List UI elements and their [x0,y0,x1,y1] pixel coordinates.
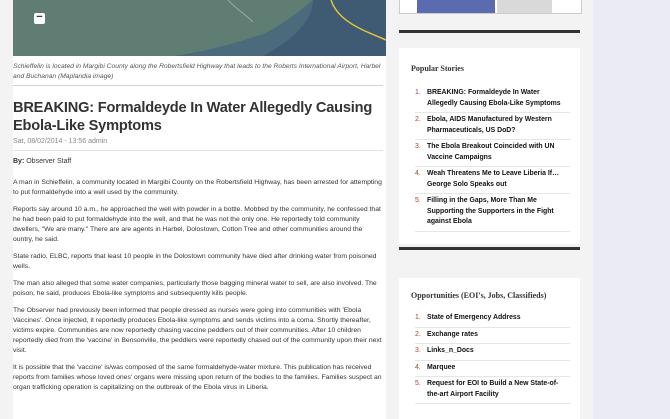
article-paragraph: State radio, ELBC, reports that least 10 people in the Dolostown community have died after drinking water from poisoned wells. [13,253,377,270]
opportunity-title[interactable]: Request for EOI to Build a New State-of-the-art Airport Facility [427,380,559,398]
opportunity-link[interactable] [415,311,570,328]
zoom-out-button[interactable]: − [34,13,45,24]
map-image[interactable] [13,0,386,56]
article-column [13,0,386,419]
list-number: 3. [415,347,421,354]
opportunity-title[interactable]: Links_n_Docs [427,347,474,354]
page-background [593,0,670,419]
article-title: BREAKING: Formaldeyde In Water Allegedly Causing Ebola-Like Symptoms [13,100,373,134]
popular-story-link[interactable] [415,86,570,113]
caption-divider [13,85,383,86]
sidebar-rule [399,30,580,33]
article-paragraph: Reports say around 10 a.m., he approached the well with powder in a bottle. Mobbed by the community, he confessed that he had been paid to put formaldehyde into the well, and that he was not the only one. He reportedly told community dwellers, "We are many." There are are agents in Harbel, Dolostown, Cotton Tree and other communities around the ountry, he said. [13,206,381,243]
article-body [13,178,383,400]
story-title[interactable]: Ebola, AIDS Manufactured by Western Pharmaceuticals, US DoD? [427,116,552,134]
story-title[interactable]: BREAKING: Formaldeyde In Water Allegedly Causing Ebola-Like Symptoms [427,89,561,107]
sidebar-ad-banner[interactable] [399,0,582,14]
popular-stories-title: Popular Stories [411,64,464,73]
opportunity-link[interactable] [415,377,570,404]
list-number: 3. [415,143,421,150]
title-divider [13,150,383,151]
opportunity-title[interactable]: State of Emergency Address [427,314,521,321]
article-date: Sat, 08/02/2014 - 13:56 admin [13,138,108,145]
sidebar-rule [399,247,580,250]
opportunities-list [415,311,570,404]
popular-story-link[interactable] [415,140,570,167]
opportunity-title[interactable]: Exchange rates [427,330,478,338]
popular-stories-widget [399,48,580,244]
popular-story-link[interactable] [415,194,570,232]
byline [13,158,71,165]
popular-story-link[interactable] [415,167,570,194]
popular-story-link[interactable] [415,113,570,140]
story-title[interactable]: The Ebola Breakout Coincided with UN Vaccine Campaigns [427,143,555,161]
list-number: 2. [415,116,421,123]
list-number: 4. [415,363,421,371]
opportunity-link[interactable] [415,361,570,378]
list-number: 1. [415,89,421,96]
ad-image[interactable] [417,0,495,13]
article-paragraph: A man in Schieffelin, a community located in Margibi County on the Robertsfield Highway, has been arrested for attempting to put formaldehyde into a well used by the community. [13,179,382,196]
ad-image-secondary[interactable] [497,0,552,13]
opportunity-link[interactable] [415,344,570,361]
article-paragraph: It is possible that the 'vaccine' is/was composed of the same formaldehyde-water mixture. This publication has received reports from families whose loved ones' organs were missing upon return of the bodies to the families. Families suspect an organ trafficking operation is capitalizing on the outbreak of the Ebola virus in Liberia. [13,364,382,391]
popular-stories-list [415,86,570,232]
image-caption: Schieffelin is located in Margibi County along the Robertsfield Highway that leads to the Roberts International Airport, Harbel and Buchanan (Maplandia image) [13,63,381,80]
list-number: 5. [415,380,421,387]
article-paragraph: The man also alleged that some water companies, particularly those bagging mineral water to sell, are also involved. The poison, he said, produces Ebola-like symptoms and subsequently kills people. [13,280,377,297]
map-graphic [13,0,386,56]
opportunity-title[interactable]: Marquee [427,363,456,371]
byline-name: Observer Staff [24,158,72,165]
list-number: 2. [415,330,421,338]
article-paragraph: The Observer had previously been informed that people dressed as nurses were going into communities with 'Ebola Vaccines'. Once injected, it reportedly produces Ebola-like symptoms and sends victims into a coma. Shortly thereafter, victims expire. Communities are now reportedly chasing vaccine peddlers out of their communities. After 10 children reportedly died from the 'vaccine' in Bensonville, the peddlers were reportedly chased out of the community upon their next visit. [13,307,382,354]
opportunities-widget [399,278,580,419]
byline-label: By: [13,158,25,165]
list-number: 1. [415,314,421,321]
list-number: 5. [415,197,421,204]
story-title[interactable]: Weah Threatens Me to Leave Liberia If… George Solo Speaks out [427,170,559,188]
opportunity-link[interactable] [415,328,570,345]
opportunities-title: Opportunities (EOI's, Jobs, Classifieds) [411,291,547,300]
story-title[interactable]: Filling in the Gaps, More Than Me Supporting the Supporters in the Fight against Ebola [427,197,554,225]
list-number: 4. [415,170,421,177]
